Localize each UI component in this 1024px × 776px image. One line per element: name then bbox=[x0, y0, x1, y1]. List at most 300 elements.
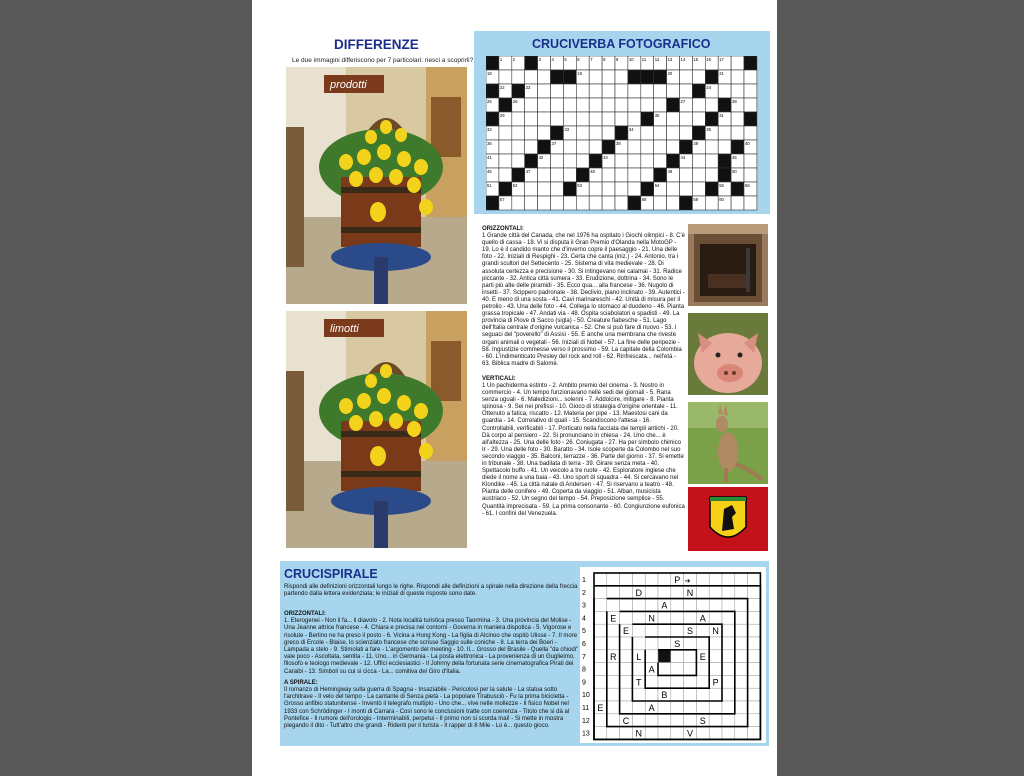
crossword-cell[interactable] bbox=[576, 98, 589, 112]
spiral-row-number: 7 bbox=[582, 653, 586, 661]
spiral-cell[interactable] bbox=[684, 714, 697, 727]
crossword-cell[interactable] bbox=[563, 154, 576, 168]
spiral-cell[interactable] bbox=[722, 599, 735, 612]
crossword-cell[interactable] bbox=[538, 84, 551, 98]
spiral-cell[interactable] bbox=[658, 637, 671, 650]
spiral-cell[interactable] bbox=[594, 727, 607, 740]
spiral-cell[interactable] bbox=[722, 624, 735, 637]
crossword-cell[interactable] bbox=[602, 182, 615, 196]
spiral-cell[interactable] bbox=[735, 586, 748, 599]
crossword-cell[interactable] bbox=[654, 98, 667, 112]
crossword-cell[interactable] bbox=[551, 196, 564, 210]
crossword-cell[interactable] bbox=[512, 112, 525, 126]
crossword-cell[interactable] bbox=[589, 70, 602, 84]
spiral-cell[interactable] bbox=[645, 727, 658, 740]
crossword-cell[interactable] bbox=[602, 98, 615, 112]
crossword-cell[interactable] bbox=[576, 126, 589, 140]
crossword-cell[interactable] bbox=[628, 140, 641, 154]
crossword-cell[interactable] bbox=[654, 126, 667, 140]
crossword-cell[interactable] bbox=[731, 126, 744, 140]
spiral-cell[interactable] bbox=[671, 650, 684, 663]
crossword-cell[interactable] bbox=[680, 126, 693, 140]
spiral-cell[interactable] bbox=[671, 675, 684, 688]
crossword-cell[interactable] bbox=[589, 98, 602, 112]
crossword-cell[interactable] bbox=[654, 140, 667, 154]
spiral-cell[interactable] bbox=[594, 675, 607, 688]
spiral-cell[interactable] bbox=[645, 624, 658, 637]
spiral-cell[interactable] bbox=[620, 675, 633, 688]
crossword-cell[interactable] bbox=[680, 168, 693, 182]
spiral-cell[interactable] bbox=[645, 714, 658, 727]
crossword-cell[interactable] bbox=[589, 196, 602, 210]
crossword-cell[interactable] bbox=[551, 168, 564, 182]
spiral-cell[interactable] bbox=[658, 675, 671, 688]
spiral-cell[interactable] bbox=[696, 701, 709, 714]
spiral-cell[interactable] bbox=[671, 624, 684, 637]
crossword-cell[interactable] bbox=[499, 126, 512, 140]
spiral-cell[interactable] bbox=[709, 714, 722, 727]
crossword-cell[interactable] bbox=[551, 98, 564, 112]
spiral-cell[interactable] bbox=[748, 650, 761, 663]
crossword-cell[interactable] bbox=[615, 112, 628, 126]
spiral-cell[interactable] bbox=[696, 624, 709, 637]
spiral-cell[interactable] bbox=[607, 637, 620, 650]
crossword-cell[interactable] bbox=[744, 168, 757, 182]
spiral-cell[interactable] bbox=[645, 586, 658, 599]
crossword-cell[interactable] bbox=[615, 70, 628, 84]
crossword-clue-number: 24 bbox=[706, 85, 711, 90]
crossword-cell[interactable] bbox=[525, 196, 538, 210]
spiral-cell[interactable] bbox=[632, 573, 645, 586]
crossword-cell[interactable] bbox=[667, 182, 680, 196]
crossword-cell[interactable] bbox=[615, 154, 628, 168]
spiral-cell[interactable] bbox=[709, 586, 722, 599]
spiral-cell[interactable] bbox=[696, 599, 709, 612]
crossword-cell[interactable] bbox=[499, 70, 512, 84]
spiral-cell[interactable] bbox=[722, 688, 735, 701]
crucispirale-orizzontali-clues: 1. Eterogenei - Non il fa... il diavolo - 2. Nota località turistica presso Taormina - 3. Una provincia del Molise - Una Jeanne attrice francese - 4. Chiara e precisa nei contorni - Governa in maniera dispotica - 5. Vigorose e risolute - Berlino ne ha preso il posto - 6. Vicina a Hong Kong - La figlia di Alcinoo che ospitò Ulisse - 7. Il more greco di Ercole - Blaise, lo scienziato francese che scrisse Saggio sulle coniche - 8. La terra dei Boeri - Lampada a stelo - 9. Stimolati a fare - L'argomento del meeting - 10. Il... Grosso del Brasile - Quella "da chiodi" vale poco - Ascoltata, sentita - 11. Uno... in Germania - La posta elettronica - La provenienza di un Guglielmo, filosofo e teologo medievale - 12. Uffici ecclesiastici - Il Johnny della fortunata serie cinematografica Pirati dei Caraibi - 13. Simboli su cui si cicca - La... comitiva del Giro d'Italia. bbox=[284, 618, 579, 675]
crossword-cell[interactable] bbox=[615, 98, 628, 112]
spiral-cell[interactable] bbox=[594, 573, 607, 586]
crossword-cell[interactable] bbox=[589, 182, 602, 196]
crossword-cell[interactable] bbox=[667, 112, 680, 126]
spiral-cell[interactable] bbox=[709, 727, 722, 740]
crossword-cell[interactable] bbox=[576, 84, 589, 98]
crossword-cell[interactable] bbox=[538, 98, 551, 112]
cruciverba-grid bbox=[486, 56, 758, 211]
spiral-cell[interactable] bbox=[607, 714, 620, 727]
spiral-cell[interactable] bbox=[632, 714, 645, 727]
crossword-cell[interactable] bbox=[705, 140, 718, 154]
spiral-cell[interactable] bbox=[594, 637, 607, 650]
crossword-clue-number: 53 bbox=[577, 183, 582, 188]
spiral-cell[interactable] bbox=[620, 650, 633, 663]
spiral-cell[interactable] bbox=[684, 663, 697, 676]
spiral-cell[interactable] bbox=[607, 727, 620, 740]
crossword-cell[interactable] bbox=[602, 84, 615, 98]
crossword-cell[interactable] bbox=[744, 154, 757, 168]
crossword-cell[interactable] bbox=[692, 182, 705, 196]
spiral-cell[interactable] bbox=[671, 663, 684, 676]
verticali-clues: 1 Un pachiderma estinto - 2. Ambito premio del cinema - 3. Nostro in commercio - 4. Un tempo funzionavano nelle sedi dei giornali - 5. Rana senza uguali - 6. Maledizioni... solenni - 7. Addolcire, mitigare - 8. Pianta spinosa - 9. Sei nei prefissi - 10. Gioco di strategia d'origine orientale - 11. Ottenuto a fatica, riscatto - 12. Materia per pipe - 13. Maestosi cani da guardia - 14. Correlativo di quali - 15. Scandiscono l'attesa - 16. Controllabili, verificabili - 17. Porticato nella facciata dei templi antichi - 20. Dà corpo al pensiero - 22. Si pronunciano in chiesa - 24. Uno che... è all'altezza - 25. Una delle foto - 26. Coniugata - 27. Ha per simbolo chimico Ir - 29. Una delle foto - 30. Baratto - 34. Isole scoperte da Colombo nel suo secondo viaggio - 35. Balconi, terrazze - 36. Parte del giorno - 37. Si emette in tribunale - 38. Una badilata di terra - 39. Girare senza meta - 40. Spettacolo buffo - 41. Un veicolo a tre ruote - 42. Esploratore inglese che diede il nome a una baia - 43. Uno sport di squadra - 44. Si cercavano nel Klondike - 45. La città natale di Andersen - 47. Si riservano a teatro - 48. Pianta delle conifere - 49. Coperta da viaggio - 51. Alban, musicista austriaco - 52. Un segno del tempo - 54. Preposizione semplice - 55. Quantità imprecisata - 59. La prima consonante - 60. Congiunzione eufonica - 61. I confini del Venezuela. bbox=[482, 382, 685, 517]
spiral-cell[interactable] bbox=[671, 599, 684, 612]
spiral-cell[interactable] bbox=[594, 688, 607, 701]
crossword-cell[interactable] bbox=[718, 140, 731, 154]
crossword-cell[interactable] bbox=[602, 112, 615, 126]
spiral-cell[interactable] bbox=[671, 586, 684, 599]
crossword-cell[interactable] bbox=[744, 196, 757, 210]
spiral-cell[interactable] bbox=[748, 714, 761, 727]
crossword-cell[interactable] bbox=[512, 140, 525, 154]
spiral-cell[interactable] bbox=[684, 637, 697, 650]
crossword-cell[interactable] bbox=[538, 196, 551, 210]
spiral-cell[interactable] bbox=[620, 637, 633, 650]
spiral-cell[interactable] bbox=[696, 663, 709, 676]
crossword-cell[interactable] bbox=[563, 140, 576, 154]
crossword-cell[interactable] bbox=[576, 112, 589, 126]
crossword-clue-number: 8 bbox=[603, 57, 606, 62]
spiral-given-letter: A bbox=[699, 613, 706, 624]
crossword-cell[interactable] bbox=[499, 140, 512, 154]
spiral-cell[interactable] bbox=[722, 650, 735, 663]
spiral-cell[interactable] bbox=[748, 701, 761, 714]
crossword-cell[interactable] bbox=[692, 70, 705, 84]
crossword-cell[interactable] bbox=[512, 196, 525, 210]
spiral-cell[interactable] bbox=[735, 611, 748, 624]
spiral-cell[interactable] bbox=[671, 727, 684, 740]
crossword-cell[interactable] bbox=[641, 126, 654, 140]
spiral-cell[interactable] bbox=[735, 675, 748, 688]
crossword-cell[interactable] bbox=[551, 182, 564, 196]
spiral-cell[interactable] bbox=[645, 573, 658, 586]
crossword-cell[interactable] bbox=[628, 98, 641, 112]
spiral-cell[interactable] bbox=[722, 714, 735, 727]
crossword-cell[interactable] bbox=[744, 126, 757, 140]
crossword-cell[interactable] bbox=[731, 70, 744, 84]
spiral-cell[interactable] bbox=[658, 586, 671, 599]
crossword-clue-number: 26 bbox=[512, 99, 518, 104]
crossword-cell[interactable] bbox=[641, 168, 654, 182]
crossword-cell[interactable] bbox=[731, 112, 744, 126]
spiral-cell[interactable] bbox=[709, 611, 722, 624]
crossword-cell[interactable] bbox=[525, 98, 538, 112]
spiral-cell[interactable] bbox=[607, 675, 620, 688]
crossword-clue-number: 22 bbox=[499, 85, 505, 90]
spiral-cell[interactable] bbox=[658, 624, 671, 637]
crossword-cell[interactable] bbox=[731, 56, 744, 70]
spiral-cell[interactable] bbox=[748, 573, 761, 586]
crossword-cell[interactable] bbox=[551, 112, 564, 126]
crossword-cell[interactable] bbox=[705, 168, 718, 182]
crossword-cell[interactable] bbox=[667, 196, 680, 210]
spiral-cell[interactable] bbox=[607, 701, 620, 714]
crossword-clue-number: 32 bbox=[487, 127, 492, 132]
spiral-cell[interactable] bbox=[696, 573, 709, 586]
spiral-cell[interactable] bbox=[709, 599, 722, 612]
crossword-clue-number: 14 bbox=[680, 57, 686, 62]
crossword-cell[interactable] bbox=[525, 126, 538, 140]
crossword-cell[interactable] bbox=[731, 196, 744, 210]
crossword-cell[interactable] bbox=[525, 182, 538, 196]
spiral-cell[interactable] bbox=[632, 701, 645, 714]
spiral-cell[interactable] bbox=[607, 688, 620, 701]
spiral-cell[interactable] bbox=[632, 688, 645, 701]
crossword-cell[interactable] bbox=[680, 112, 693, 126]
spiral-cell[interactable] bbox=[709, 650, 722, 663]
crossword-clue-number: 4 bbox=[551, 57, 554, 62]
spiral-cell[interactable] bbox=[594, 611, 607, 624]
spiral-cell[interactable] bbox=[620, 599, 633, 612]
spiral-cell[interactable] bbox=[696, 586, 709, 599]
crossword-cell[interactable] bbox=[538, 112, 551, 126]
spiral-cell[interactable] bbox=[594, 714, 607, 727]
spiral-cell[interactable] bbox=[735, 701, 748, 714]
crossword-black-cell bbox=[499, 182, 512, 196]
spiral-cell[interactable] bbox=[658, 573, 671, 586]
crossword-cell[interactable] bbox=[744, 98, 757, 112]
spiral-cell[interactable] bbox=[748, 599, 761, 612]
crossword-cell[interactable] bbox=[602, 196, 615, 210]
spiral-cell[interactable] bbox=[632, 624, 645, 637]
spiral-cell[interactable] bbox=[696, 637, 709, 650]
spiral-cell[interactable] bbox=[671, 701, 684, 714]
crossword-cell[interactable] bbox=[615, 182, 628, 196]
crossword-cell[interactable] bbox=[525, 112, 538, 126]
spiral-cell[interactable] bbox=[735, 727, 748, 740]
spiral-cell[interactable] bbox=[607, 599, 620, 612]
crossword-cell[interactable] bbox=[692, 112, 705, 126]
spiral-cell[interactable] bbox=[748, 727, 761, 740]
spiral-cell[interactable] bbox=[645, 688, 658, 701]
spiral-cell[interactable] bbox=[735, 624, 748, 637]
spiral-cell[interactable] bbox=[709, 701, 722, 714]
crossword-cell[interactable] bbox=[615, 84, 628, 98]
spiral-cell[interactable] bbox=[594, 663, 607, 676]
crossword-cell[interactable] bbox=[576, 140, 589, 154]
spiral-given-letter: B bbox=[661, 690, 668, 701]
crossword-cell[interactable] bbox=[563, 168, 576, 182]
crossword-cell[interactable] bbox=[654, 84, 667, 98]
crossword-cell[interactable] bbox=[744, 84, 757, 98]
crossword-cell[interactable] bbox=[499, 154, 512, 168]
spiral-cell[interactable] bbox=[671, 714, 684, 727]
crossword-cell[interactable] bbox=[667, 84, 680, 98]
crossword-black-cell bbox=[705, 70, 718, 84]
crossword-cell[interactable] bbox=[718, 126, 731, 140]
crossword-cell[interactable] bbox=[525, 140, 538, 154]
crossword-cell[interactable] bbox=[499, 168, 512, 182]
spiral-cell[interactable] bbox=[722, 586, 735, 599]
crossword-cell[interactable] bbox=[705, 196, 718, 210]
crossword-cell[interactable] bbox=[718, 84, 731, 98]
crossword-cell[interactable] bbox=[692, 98, 705, 112]
crossword-cell[interactable] bbox=[628, 154, 641, 168]
crossword-cell[interactable] bbox=[538, 126, 551, 140]
crossword-cell[interactable] bbox=[563, 84, 576, 98]
spiral-cell[interactable] bbox=[684, 650, 697, 663]
spiral-cell[interactable] bbox=[735, 599, 748, 612]
spiral-cell[interactable] bbox=[684, 675, 697, 688]
crossword-cell[interactable] bbox=[680, 70, 693, 84]
crossword-cell[interactable] bbox=[538, 182, 551, 196]
spiral-cell[interactable] bbox=[645, 650, 658, 663]
spiral-cell[interactable] bbox=[658, 727, 671, 740]
spiral-cell[interactable] bbox=[594, 624, 607, 637]
spiral-cell[interactable] bbox=[620, 573, 633, 586]
crossword-cell[interactable] bbox=[576, 196, 589, 210]
spiral-cell[interactable] bbox=[607, 624, 620, 637]
spiral-cell[interactable] bbox=[748, 675, 761, 688]
spiral-cell[interactable] bbox=[671, 611, 684, 624]
spiral-cell[interactable] bbox=[748, 586, 761, 599]
spiral-cell[interactable] bbox=[632, 663, 645, 676]
crossword-cell[interactable] bbox=[705, 154, 718, 168]
crossword-black-cell bbox=[641, 112, 654, 126]
spiral-cell[interactable] bbox=[709, 688, 722, 701]
crossword-cell[interactable] bbox=[602, 168, 615, 182]
crossword-cell[interactable] bbox=[551, 154, 564, 168]
spiral-cell[interactable] bbox=[645, 675, 658, 688]
crossword-cell[interactable] bbox=[744, 70, 757, 84]
spiral-cell[interactable] bbox=[748, 611, 761, 624]
orizzontali-clues: 1 Grande città del Canada, che nel 1976 ha ospitato i Giochi olimpici - 8. C'è quello di cassa - 18. Vi si disputa il Gran Premio d'Olanda nella MotoGP - 19. Lo è il candido manto che d'inverno copre il paesaggio - 21. Una delle foto - 22. Iniziali di Respighi - 23. Certa che canta (iniz.) - 24. Antonio, tra i grandi scultori del Settecento - 25. Sistema di vita medievale - 28. Di assoluta certezza e precisione - 30. Si intingevano nei calamai - 31. Radice piccante - 32. Antica città sumera - 33. Erudizione, dottrina - 34. Sono le parti più alte delle piramidi - 35. Ecco qua... alla francese - 36. Nugolo di insetti - 37. Scippero padronale - 38. Declivio, piano inclinato - 39. Autentici - 40. E meno di una sosta - 41. Cavi marinareschi - 42. Unità di misura per il petrolio - 43. Una delle foto - 44. Collega lo stomaco al duodeno - 46. Pianta grassa tropicale - 47. Andati via - 48. Ospita sciabolatori e spadisti - 49. La provincia di Piove di Sacco (sigla) - 50. Creature fiabesche - 51. Lago dell'Italia centrale d'origine vulcanica - 52. Che si può fare di nuovo - 53. I seguaci del "poverello" di Assisi - 55. E anche una membrana che riveste organi animali o vegetali - 56. Iniziali di Nobel - 57. La fine delle peripezie - 58. Ingiustizie commesse verso il prossimo - 59. La capitale della Colombia - 60. L'indimenticato Presley del rock and roll - 62. Rinfrescata... nell'età - 63. Biblica madre di Salomè. bbox=[482, 233, 685, 367]
crossword-cell[interactable] bbox=[654, 154, 667, 168]
crossword-cell[interactable] bbox=[576, 154, 589, 168]
crossword-clue-number: 20 bbox=[667, 71, 673, 76]
crossword-cell[interactable] bbox=[512, 70, 525, 84]
spiral-cell[interactable] bbox=[658, 663, 671, 676]
spiral-cell[interactable] bbox=[722, 701, 735, 714]
crossword-cell[interactable] bbox=[615, 168, 628, 182]
crossword-cell[interactable] bbox=[512, 154, 525, 168]
spiral-cell[interactable] bbox=[620, 586, 633, 599]
spiral-cell[interactable] bbox=[607, 573, 620, 586]
spiral-cell[interactable] bbox=[735, 650, 748, 663]
spiral-cell[interactable] bbox=[722, 727, 735, 740]
crossword-cell[interactable] bbox=[563, 196, 576, 210]
spiral-cell[interactable] bbox=[735, 688, 748, 701]
spiral-cell[interactable] bbox=[722, 573, 735, 586]
spiral-cell[interactable] bbox=[684, 611, 697, 624]
lemon-basket-photo-top bbox=[286, 67, 467, 304]
spiral-cell[interactable] bbox=[684, 701, 697, 714]
crossword-cell[interactable] bbox=[680, 84, 693, 98]
spiral-cell[interactable] bbox=[671, 688, 684, 701]
crossword-cell[interactable] bbox=[538, 168, 551, 182]
crossword-cell[interactable] bbox=[551, 84, 564, 98]
crossword-cell[interactable] bbox=[667, 126, 680, 140]
spiral-cell[interactable] bbox=[658, 611, 671, 624]
spiral-cell[interactable] bbox=[748, 624, 761, 637]
orizzontali-heading: ORIZZONTALI: bbox=[482, 226, 524, 232]
crossword-cell[interactable] bbox=[628, 84, 641, 98]
spiral-cell[interactable] bbox=[645, 599, 658, 612]
spiral-cell[interactable] bbox=[709, 663, 722, 676]
crossword-cell[interactable] bbox=[731, 84, 744, 98]
spiral-cell[interactable] bbox=[735, 714, 748, 727]
spiral-cell[interactable] bbox=[620, 688, 633, 701]
spiral-cell[interactable] bbox=[696, 727, 709, 740]
crossword-cell[interactable] bbox=[667, 140, 680, 154]
spiral-cell[interactable] bbox=[632, 611, 645, 624]
crucispirale-grid bbox=[580, 567, 766, 743]
crossword-cell[interactable] bbox=[628, 112, 641, 126]
spiral-cell[interactable] bbox=[735, 663, 748, 676]
crossword-cell[interactable] bbox=[602, 70, 615, 84]
spiral-cell[interactable] bbox=[594, 599, 607, 612]
spiral-cell[interactable] bbox=[748, 688, 761, 701]
spiral-cell[interactable] bbox=[748, 663, 761, 676]
crossword-cell[interactable] bbox=[705, 98, 718, 112]
crossword-cell[interactable] bbox=[563, 112, 576, 126]
spiral-cell[interactable] bbox=[748, 637, 761, 650]
crossword-cell[interactable] bbox=[641, 140, 654, 154]
crossword-cell[interactable] bbox=[589, 126, 602, 140]
crossword-cell[interactable] bbox=[692, 168, 705, 182]
crossword-cell[interactable] bbox=[641, 84, 654, 98]
spiral-cell[interactable] bbox=[594, 586, 607, 599]
crossword-cell[interactable] bbox=[628, 182, 641, 196]
spiral-cell[interactable] bbox=[684, 599, 697, 612]
spiral-cell[interactable] bbox=[722, 637, 735, 650]
crossword-cell[interactable] bbox=[525, 70, 538, 84]
spiral-cell[interactable] bbox=[632, 599, 645, 612]
spiral-cell[interactable] bbox=[709, 637, 722, 650]
spiral-cell[interactable] bbox=[709, 573, 722, 586]
crossword-cell[interactable] bbox=[589, 112, 602, 126]
spiral-cell[interactable] bbox=[620, 701, 633, 714]
crossword-black-cell bbox=[563, 70, 576, 84]
sign-text-bottom: limotti bbox=[330, 323, 359, 335]
spiral-cell[interactable] bbox=[735, 573, 748, 586]
spiral-cell[interactable] bbox=[658, 714, 671, 727]
spiral-cell[interactable] bbox=[722, 675, 735, 688]
crossword-cell[interactable] bbox=[680, 182, 693, 196]
crossword-cell[interactable] bbox=[538, 70, 551, 84]
crossword-cell[interactable] bbox=[589, 84, 602, 98]
crossword-cell[interactable] bbox=[692, 154, 705, 168]
crucispirale-spirale-heading: A SPIRALE: bbox=[284, 679, 318, 686]
crossword-cell[interactable] bbox=[615, 196, 628, 210]
crossword-clue-number: 37 bbox=[551, 141, 557, 146]
spiral-cell[interactable] bbox=[620, 611, 633, 624]
crossword-cell[interactable] bbox=[641, 98, 654, 112]
spiral-cell[interactable] bbox=[620, 727, 633, 740]
crossword-cell[interactable] bbox=[563, 98, 576, 112]
crossword-cell[interactable] bbox=[602, 126, 615, 140]
spiral-cell[interactable] bbox=[607, 586, 620, 599]
spiral-cell[interactable] bbox=[620, 663, 633, 676]
spiral-cell[interactable] bbox=[607, 663, 620, 676]
spiral-cell[interactable] bbox=[696, 688, 709, 701]
crossword-black-cell bbox=[692, 126, 705, 140]
spiral-cell[interactable] bbox=[722, 611, 735, 624]
crossword-cell[interactable] bbox=[628, 168, 641, 182]
spiral-cell[interactable] bbox=[594, 650, 607, 663]
crossword-cell[interactable] bbox=[641, 154, 654, 168]
crossword-cell[interactable] bbox=[589, 140, 602, 154]
crossword-cell[interactable] bbox=[654, 196, 667, 210]
spiral-cell[interactable] bbox=[658, 701, 671, 714]
spiral-cell[interactable] bbox=[696, 675, 709, 688]
crossword-cell[interactable] bbox=[512, 126, 525, 140]
crossword-clue-number: 54 bbox=[654, 183, 660, 188]
spiral-cell[interactable] bbox=[722, 663, 735, 676]
spiral-cell[interactable] bbox=[735, 637, 748, 650]
spiral-cell[interactable] bbox=[632, 637, 645, 650]
spiral-cell[interactable] bbox=[684, 688, 697, 701]
spiral-cell[interactable] bbox=[645, 637, 658, 650]
